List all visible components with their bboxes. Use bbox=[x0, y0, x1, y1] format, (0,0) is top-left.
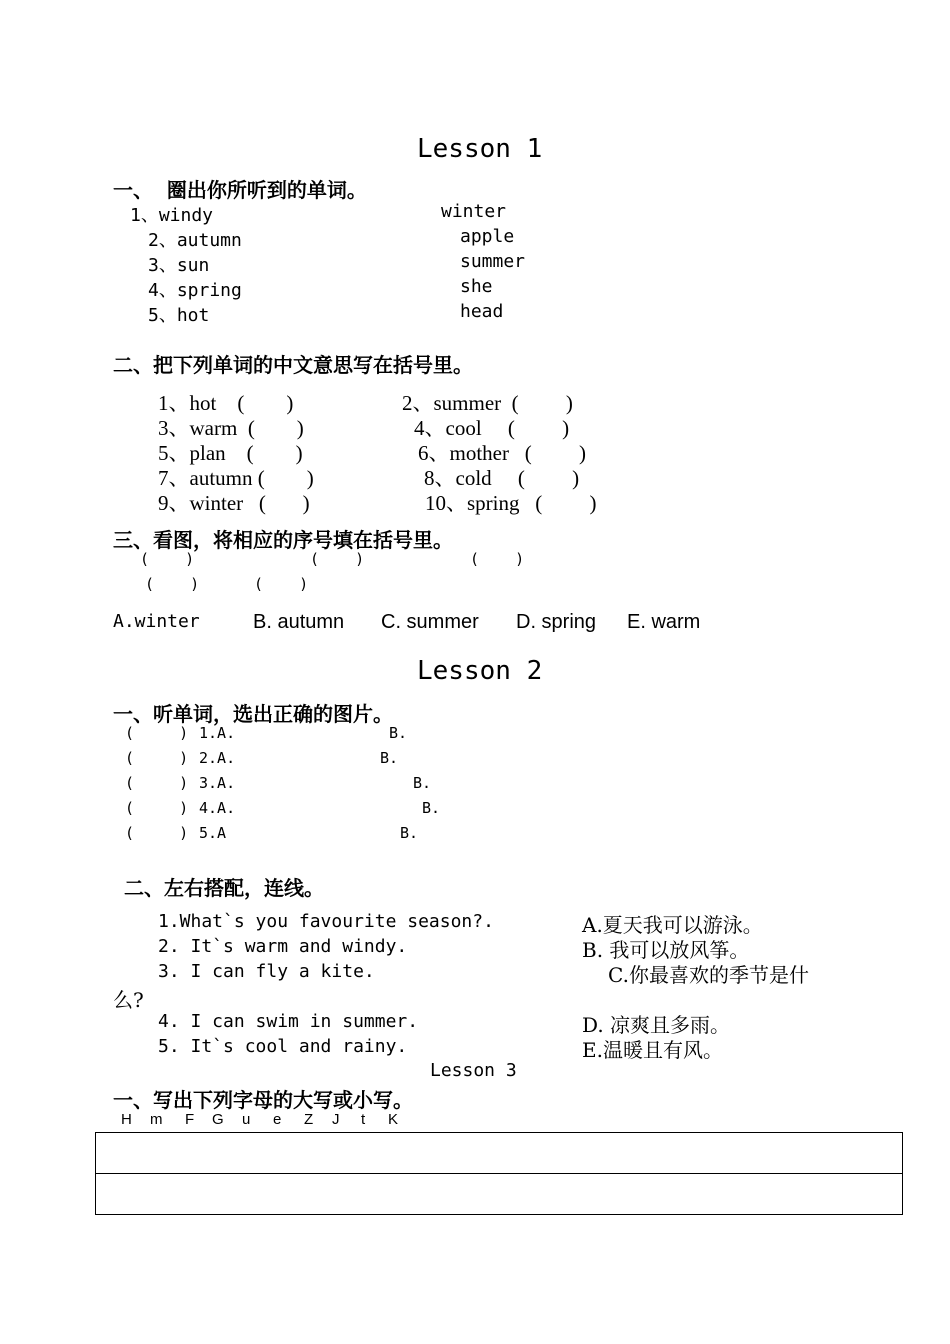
letter: G bbox=[212, 1111, 224, 1128]
lesson1-section1-heading: 一、 圈出你所听到的单词。 bbox=[113, 178, 367, 202]
match-right-a: A.夏天我可以游泳。 bbox=[582, 913, 763, 937]
choice-number: 5.A bbox=[199, 824, 227, 842]
letter: K bbox=[388, 1111, 399, 1128]
translate-item-5: 5、plan ( ) bbox=[158, 441, 303, 465]
word-pair-4-right: she bbox=[460, 276, 493, 297]
answer-bracket: ( ) bbox=[145, 575, 200, 593]
answer-grid bbox=[95, 1132, 903, 1215]
letter: F bbox=[185, 1111, 195, 1128]
answer-row-1[interactable] bbox=[96, 1133, 903, 1174]
answer-bracket: ( ) bbox=[140, 550, 195, 568]
letter: e bbox=[273, 1111, 282, 1128]
letter: J bbox=[332, 1111, 340, 1128]
match-left-4: 4. I can swim in summer. bbox=[158, 1011, 419, 1032]
translate-item-10: 10、spring ( ) bbox=[425, 491, 597, 515]
option-c: C. summer bbox=[381, 611, 479, 633]
lesson1-section2-heading: 二、把下列单词的中文意思写在括号里。 bbox=[113, 353, 473, 377]
lesson1-section3-heading: 三、看图，将相应的序号填在括号里。 bbox=[113, 528, 453, 552]
answer-bracket: ( ) bbox=[310, 550, 365, 568]
letter: t bbox=[361, 1111, 366, 1128]
letter: m bbox=[150, 1111, 163, 1128]
letter: Z bbox=[304, 1111, 314, 1128]
word-pair-2-left: 2、autumn bbox=[148, 230, 242, 251]
match-right-b: B. 我可以放风筝。 bbox=[582, 938, 750, 962]
translate-item-3: 3、warm ( ) bbox=[158, 416, 304, 440]
translate-item-2: 2、summer ( ) bbox=[402, 391, 573, 415]
choice-b: B. bbox=[422, 799, 441, 817]
choice-b: B. bbox=[389, 724, 408, 742]
match-left-5: 5. It`s cool and rainy. bbox=[158, 1036, 408, 1057]
match-right-e: E.温暖且有风。 bbox=[582, 1038, 723, 1062]
choice-b: B. bbox=[413, 774, 432, 792]
translate-item-6: 6、mother ( ) bbox=[418, 441, 586, 465]
word-pair-5-left: 5、hot bbox=[148, 305, 210, 326]
word-pair-4-left: 4、spring bbox=[148, 280, 242, 301]
letter: u bbox=[242, 1111, 251, 1128]
match-right-d: D. 凉爽且多雨。 bbox=[582, 1013, 731, 1037]
lesson1-title: Lesson 1 bbox=[417, 134, 543, 164]
choice-bracket: ( ) bbox=[125, 724, 189, 742]
word-pair-1-left: 1、windy bbox=[130, 205, 214, 226]
choice-bracket: ( ) bbox=[125, 749, 189, 767]
choice-number: 4.A. bbox=[199, 799, 236, 817]
answer-row-2[interactable] bbox=[96, 1174, 903, 1215]
translate-item-8: 8、cold ( ) bbox=[424, 466, 580, 490]
match-left-2: 2. It`s warm and windy. bbox=[158, 936, 408, 957]
letter: H bbox=[121, 1111, 132, 1128]
choice-b: B. bbox=[380, 749, 399, 767]
word-pair-3-right: summer bbox=[460, 251, 526, 272]
lesson3-section1-heading: 一、写出下列字母的大写或小写。 bbox=[113, 1088, 413, 1112]
word-pair-3-left: 3、sun bbox=[148, 255, 210, 276]
answer-bracket: ( ) bbox=[254, 575, 309, 593]
choice-number: 2.A. bbox=[199, 749, 236, 767]
option-a: A.winter bbox=[113, 611, 200, 632]
lesson2-section2-heading: 二、左右搭配，连线。 bbox=[124, 876, 324, 900]
option-d: D. spring bbox=[516, 611, 597, 633]
translate-item-9: 9、winter ( ) bbox=[158, 491, 310, 515]
translate-item-7: 7、autumn ( ) bbox=[158, 466, 314, 490]
translate-item-4: 4、cool ( ) bbox=[414, 416, 570, 440]
match-left-1: 1.What`s you favourite season?. bbox=[158, 911, 494, 932]
choice-bracket: ( ) bbox=[125, 774, 189, 792]
lesson2-section1-heading: 一、听单词，选出正确的图片。 bbox=[113, 702, 393, 726]
lesson3-title: Lesson 3 bbox=[430, 1060, 517, 1081]
choice-number: 1.A. bbox=[199, 724, 236, 742]
match-left-3: 3. I can fly a kite. bbox=[158, 961, 375, 982]
option-e: E. warm bbox=[627, 611, 701, 633]
match-right-c: C.你最喜欢的季节是什 bbox=[608, 963, 809, 987]
choice-b: B. bbox=[400, 824, 419, 842]
lesson2-title: Lesson 2 bbox=[417, 656, 543, 686]
word-pair-2-right: apple bbox=[460, 226, 515, 247]
choice-number: 3.A. bbox=[199, 774, 236, 792]
match-right-c-cont: 么? bbox=[113, 988, 144, 1012]
choice-bracket: ( ) bbox=[125, 799, 189, 817]
word-pair-1-right: winter bbox=[441, 201, 507, 222]
translate-item-1: 1、hot ( ) bbox=[158, 391, 294, 415]
word-pair-5-right: head bbox=[460, 301, 504, 322]
answer-bracket: ( ) bbox=[470, 550, 525, 568]
choice-bracket: ( ) bbox=[125, 824, 189, 842]
option-b: B. autumn bbox=[253, 611, 345, 633]
